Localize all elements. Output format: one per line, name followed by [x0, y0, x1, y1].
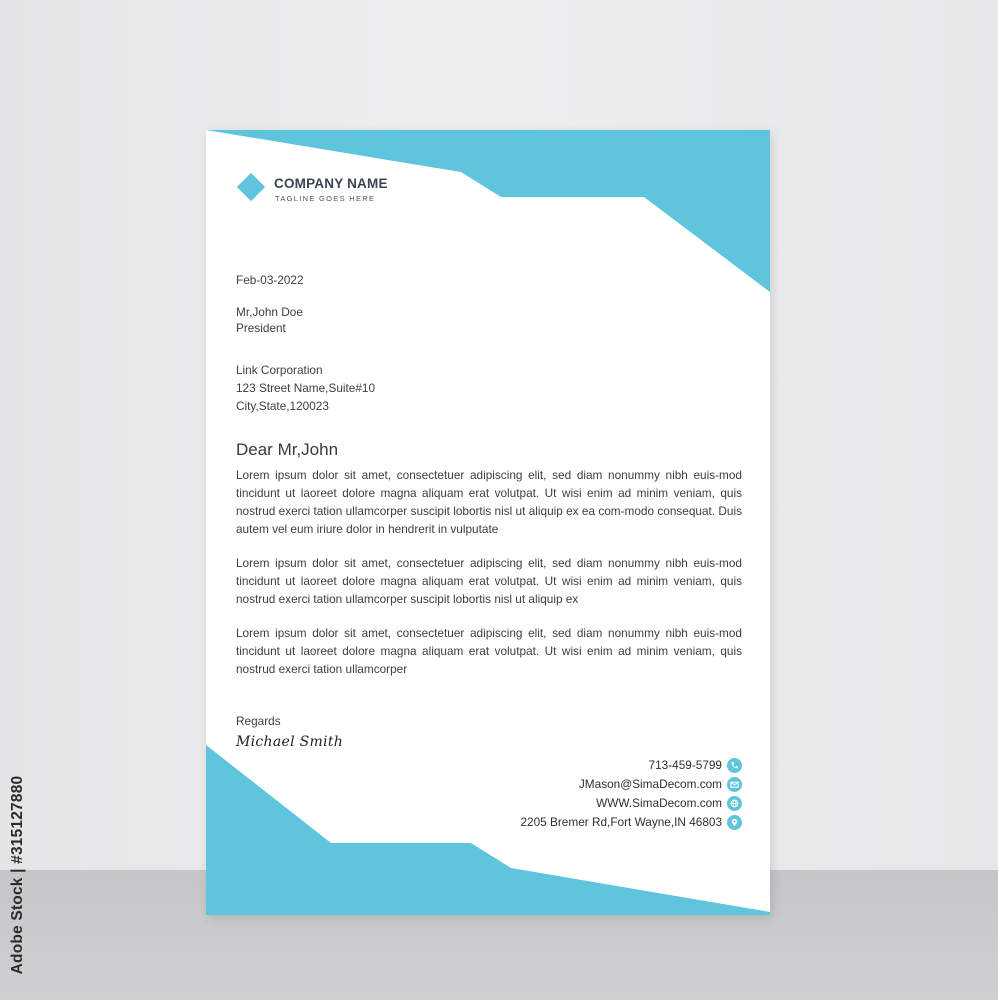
recipient-name: Mr,John Doe: [236, 305, 303, 319]
phone-icon: [727, 758, 742, 773]
recipient-address-line1: 123 Street Name,Suite#10: [236, 381, 376, 395]
contact-website-row: [596, 794, 742, 812]
contact-phone-row: [649, 756, 742, 774]
recipient-company: Link Corporation: [236, 363, 323, 377]
contact-address-row: [520, 813, 742, 831]
contact-phone: 713-459-5799: [648, 758, 722, 772]
top-accent-shape: [206, 130, 770, 292]
body-paragraph-1: Lorem ipsum dolor sit amet, consectetuer adipiscing elit, sed diam nonummy nibh euis-mod tincidunt ut laoreet dolore magna aliquam erat volutpat. Ut wisi enim ad minim veniam, quis nostrud exerci tation ullamcorper suscipit lobortis nisl ut aliquip ex ea com-modo consequat. Duis autem vel eum iriure dolor in hendrerit in vulputate: [236, 468, 742, 536]
globe-icon: [727, 796, 742, 811]
recipient-title: President: [236, 321, 286, 335]
body-paragraph-3: Lorem ipsum dolor sit amet, consectetuer adipiscing elit, sed diam nonummy nibh euis-mod tincidunt ut laoreet dolore magna aliquam erat volutpat. Ut wisi enim ad minim veniam, quis nostrud exerci tation ullamcorper: [236, 626, 742, 676]
letterhead-page: [206, 130, 770, 915]
letter-date: Feb-03-2022: [236, 273, 304, 287]
letter-greeting: Dear Mr,John: [236, 440, 339, 459]
signature: Michael Smith: [236, 734, 344, 750]
contact-website: WWW.SimaDecom.com: [596, 796, 722, 810]
contact-email: JMason@SimaDecom.com: [578, 777, 722, 791]
company-name: COMPANY NAME: [274, 176, 388, 191]
recipient-address-line2: City,State,120023: [236, 399, 329, 413]
body-paragraph-2: Lorem ipsum dolor sit amet, consectetuer adipiscing elit, sed diam nonummy nibh euis-mod tincidunt ut laoreet dolore magna aliquam erat volutpat. Ut wisi enim ad minim veniam, quis nostrud exerci tation ullamcorper suscipit lobortis nisl ut aliquip ex: [236, 556, 742, 606]
stock-id-label: [3, 760, 33, 990]
company-tagline: TAGLINE GOES HERE: [275, 194, 376, 203]
location-pin-icon: [727, 815, 742, 830]
stock-id-text: Adobe Stock | #315127880: [9, 775, 26, 975]
closing-regards: Regards: [236, 714, 281, 728]
contact-address: 2205 Bremer Rd,Fort Wayne,IN 46803: [520, 815, 722, 829]
email-icon: [727, 777, 742, 792]
contact-email-row: [579, 775, 742, 793]
